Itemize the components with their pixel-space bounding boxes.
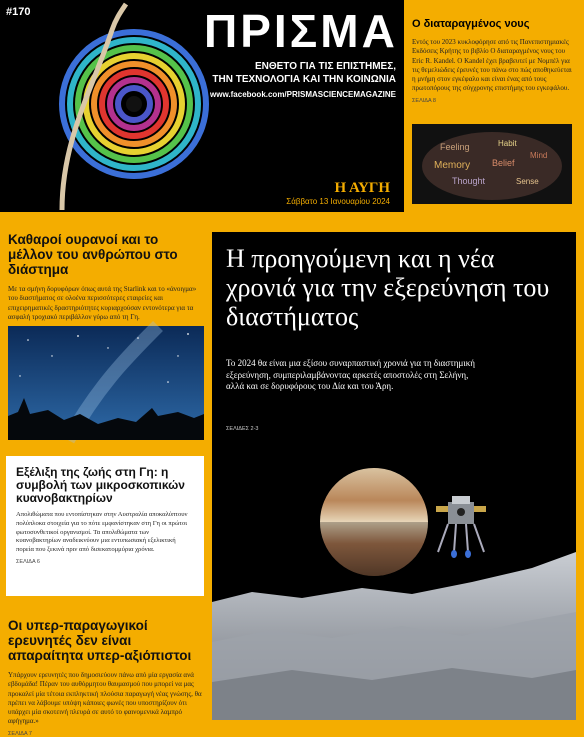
lander-icon [436, 496, 486, 558]
brain-word: Thought [452, 176, 486, 186]
productive-researchers-title: Οι υπερ-παραγωγικοί ερευνητές δεν είναι απαραίτητα υπερ-αξιόπιστοι [8, 618, 192, 663]
productive-researchers-article[interactable] [8, 618, 204, 737]
book-review-body: Εντός του 2023 κυκλοφόρησε από τις Πανεπιστημιακές Εκδόσεις Κρήτης το βιβλίο Ο διαταραγμένος νους του Eric R. Kandel. Ο Kandel έχει βραβευτεί με Νομπέλ για τις θεμελιώδεις έρευνές του πάνω στο πώς αποθηκεύεται η μνήμη στον εγκέφαλο και είναι ένας από τους πρωτοπόρους της σύγχρονης επιστήμης του εγκεφάλου. [412, 38, 572, 93]
cyanobacteria-article[interactable] [6, 456, 204, 596]
masthead-banner [0, 0, 404, 212]
brain-word: Memory [434, 160, 471, 171]
space-debris-article[interactable] [8, 232, 204, 332]
cyanobacteria-body: Απολιθώματα που εντοπίστηκαν στην Αυστραλία αποκαλύπτουν πολύπλοκα στοιχεία για το πότε εμφανίστηκαν στη Γη οι πρώτοι φωτοσυνθετικοί οργανισμοί. Τα απολιθώματα των κυανοβακτηρίων αναδεικνύουν μια εντυπωσιακή εξελικτική πορεία που ξεκινά πριν από δισεκατομμύρια χρόνια. [16, 511, 188, 554]
brain-word: Habit [498, 139, 517, 148]
space-debris-title: Καθαροί ουρανοί και το μέλλον του ανθρώπου στο διάστημα [8, 232, 178, 277]
facebook-link[interactable]: www.facebook.com/PRISMASCIENCEMAGAZINE [210, 90, 396, 99]
brain-word: Feeling [440, 142, 470, 152]
brain-word: Belief [492, 158, 515, 168]
main-story-title: Η προηγούμενη και η νέα χρονιά για την εξερεύνηση του διαστήματος [226, 244, 550, 331]
space-debris-body: Με τα σμήνη δορυφόρων όπως αυτά της Starlink και το «άνοιγμα» του διαστήματος σε ολοένα περισσότερες εταιρείες και επιχειρηματικές δραστηριότητες κυριαρχούσαν εντονότερα για τα ασφαλή τροχιακό περιβάλλον γύρω από τη Γη. [8, 285, 197, 321]
jupiter-lander-illustration [212, 442, 576, 720]
cyanobacteria-page-ref: ΣΕΛΙΔΑ 6 [16, 558, 40, 565]
cyanobacteria-title: Εξέλιξη της ζωής στη Γη: η συμβολή των μικροσκοπικών κυανοβακτηρίων [16, 465, 185, 505]
masthead-subtitle-line-2: ΤΗΝ ΤΕΧΝΟΛΟΓΙΑ ΚΑΙ ΤΗΝ ΚΟΙΝΩΝΙΑ [212, 74, 396, 85]
issue-number: #170 [6, 6, 31, 18]
brain-word: Sense [516, 177, 539, 186]
brain-word: Mind [530, 151, 548, 160]
masthead-subtitle-line-1: ΕΝΘΕΤΟ ΓΙΑ ΤΙΣ ΕΠΙΣΤΗΜΕΣ, [254, 61, 396, 72]
productive-researchers-page-ref: ΣΕΛΙΔΑ 7 [8, 730, 32, 737]
main-story-page-ref: ΣΕΛΙΔΕΣ 2-3 [226, 426, 259, 432]
night-sky-photo [8, 326, 204, 440]
main-story-panel[interactable] [212, 232, 576, 720]
issue-date: Σάββατο 13 Ιανουαρίου 2024 [286, 197, 390, 206]
newspaper-name: Η ΑΥΓΗ [334, 180, 390, 196]
book-review-page-ref: ΣΕΛΙΔΑ 8 [412, 97, 436, 104]
main-story-body: Το 2024 θα είναι μια εξίσου συναρπαστική χρονιά για τη διαστημική εξερεύνηση, συμπεριλαμβάνοντας αρκετές αποστολές στη Σελήνη, αλλά και σε δορυφόρους του Δία και του Άρη. [226, 358, 475, 391]
magazine-title: ΠΡΙΣΜΑ [204, 5, 398, 57]
book-review-title: Ο διαταραγμένος νους [412, 18, 530, 30]
productive-researchers-body: Υπάρχουν ερευνητές που δημοσιεύουν πάνω από μία εργασία ανά εβδομάδα! Πέραν του αυθόρμητου θαυμασμού που μπορεί να μας προκαλεί μία τέτοια εκπληκτική πλούσια παραγωγή νέας γνώσης, θα πρέπει να λάβουμε υπόψη κάποιες φωνές που υποστηρίζουν ότι υπάρχει μία σκοτεινή πλευρά σε αυτό το φαινομενικά λαμπρό αφήγημα.» [8, 671, 202, 726]
spiral-graphic [22, 0, 212, 212]
brain-word-cloud-image [412, 124, 572, 204]
